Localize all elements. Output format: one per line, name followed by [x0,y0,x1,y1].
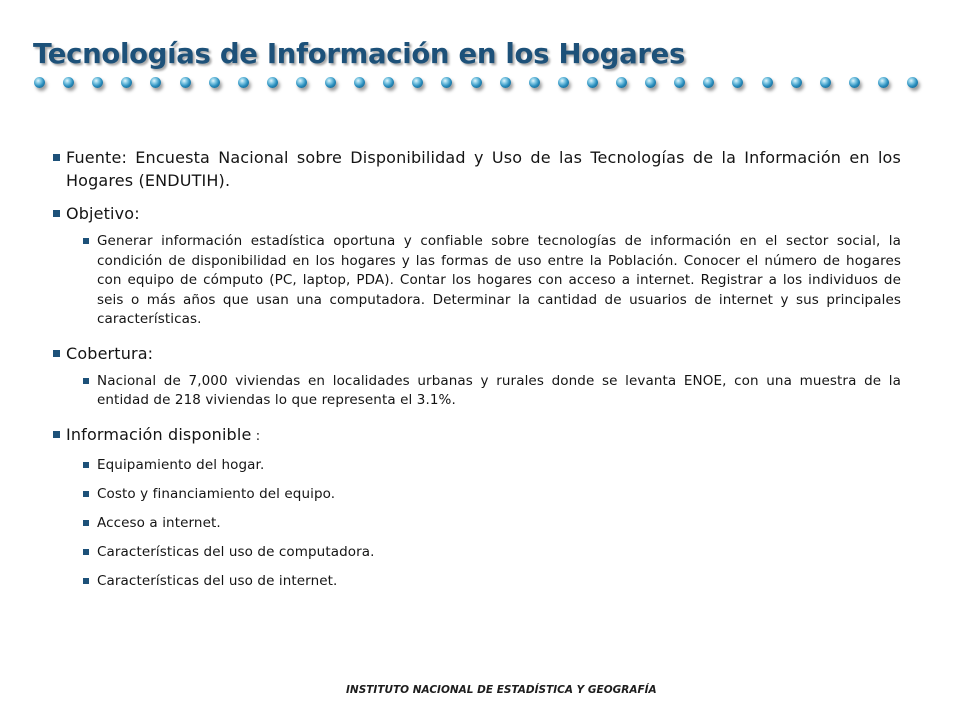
decorative-dot-row [34,77,934,97]
decorative-dot-icon [587,77,598,88]
list-item [83,456,901,476]
objetivo-heading: Objetivo: [66,204,140,223]
informacion-list [53,456,901,592]
decorative-dot-icon [820,77,831,88]
list-item [83,514,901,534]
square-bullet-icon [83,491,89,497]
cobertura-text: Nacional de 7,000 viviendas en localidades urbanas y rurales donde se levanta ENOE, con una muestra de la entidad de 218 viviendas lo que representa el 3.1%. [97,372,901,408]
list-item-text: Características del uso de computadora. [97,543,375,560]
square-bullet-icon [53,350,60,357]
square-bullet-icon [53,210,60,217]
square-bullet-icon [83,520,89,526]
decorative-dot-icon [907,77,918,88]
fuente-text: Fuente: Encuesta Nacional sobre Disponibilidad y Uso de las Tecnologías de la Información en los Hogares (ENDUTIH). [66,148,901,190]
informacion-colon: : [251,428,261,444]
decorative-dot-icon [354,77,365,88]
list-item [83,572,901,592]
decorative-dot-icon [412,77,423,88]
informacion-heading: Información disponible [66,424,252,444]
list-item-text: Costo y financiamiento del equipo. [97,485,336,502]
bullet-fuente [53,146,901,192]
decorative-dot-icon [762,77,773,88]
decorative-dot-icon [150,77,161,88]
square-bullet-icon [83,462,89,468]
decorative-dot-icon [791,77,802,88]
square-bullet-icon [83,378,89,384]
decorative-dot-icon [849,77,860,88]
slide-content [53,146,901,601]
slide-title: Tecnologías de Información en los Hogares [33,38,686,70]
decorative-dot-icon [92,77,103,88]
list-item [83,485,901,505]
list-item [83,543,901,563]
footer-logo-text: INSTITUTO NACIONAL DE ESTADÍSTICA Y GEOGRAFÍA [346,684,657,696]
decorative-dot-icon [267,77,278,88]
decorative-dot-icon [529,77,540,88]
decorative-dot-icon [34,77,45,88]
decorative-dot-icon [441,77,452,88]
square-bullet-icon [83,238,89,244]
sub-bullet-cobertura [83,372,901,411]
bullet-cobertura [53,342,901,365]
decorative-dot-icon [209,77,220,88]
decorative-dot-icon [180,77,191,88]
decorative-dot-icon [325,77,336,88]
decorative-dot-icon [238,77,249,88]
decorative-dot-icon [645,77,656,88]
decorative-dot-icon [296,77,307,88]
list-item-text: Equipamiento del hogar. [97,456,265,473]
square-bullet-icon [53,154,60,161]
square-bullet-icon [53,431,60,438]
list-item-text: Acceso a internet. [97,514,221,531]
decorative-dot-icon [63,77,74,88]
decorative-dot-icon [471,77,482,88]
decorative-dot-icon [121,77,132,88]
bullet-objetivo [53,202,901,225]
square-bullet-icon [83,549,89,555]
list-item-text: Características del uso de internet. [97,572,338,589]
decorative-dot-icon [500,77,511,88]
objetivo-text: Generar información estadística oportuna y confiable sobre tecnologías de información en el sector social, la condición de disponibilidad en los hogares y las formas de uso entre la Población. Conocer el número de hogares con equipo de cómputo (PC, laptop, PDA). Contar los hogares con acceso a internet. Registrar a los individuos de seis o más años que usan una computadora. Determinar la cantidad de usuarios de internet y sus principales características. [97,233,901,327]
decorative-dot-icon [674,77,685,88]
square-bullet-icon [83,578,89,584]
decorative-dot-icon [732,77,743,88]
decorative-dot-icon [383,77,394,88]
decorative-dot-icon [703,77,714,88]
sub-bullet-objetivo [83,232,901,330]
cobertura-heading: Cobertura: [66,343,154,363]
decorative-dot-icon [878,77,889,88]
decorative-dot-icon [616,77,627,88]
bullet-informacion [53,423,901,448]
decorative-dot-icon [558,77,569,88]
